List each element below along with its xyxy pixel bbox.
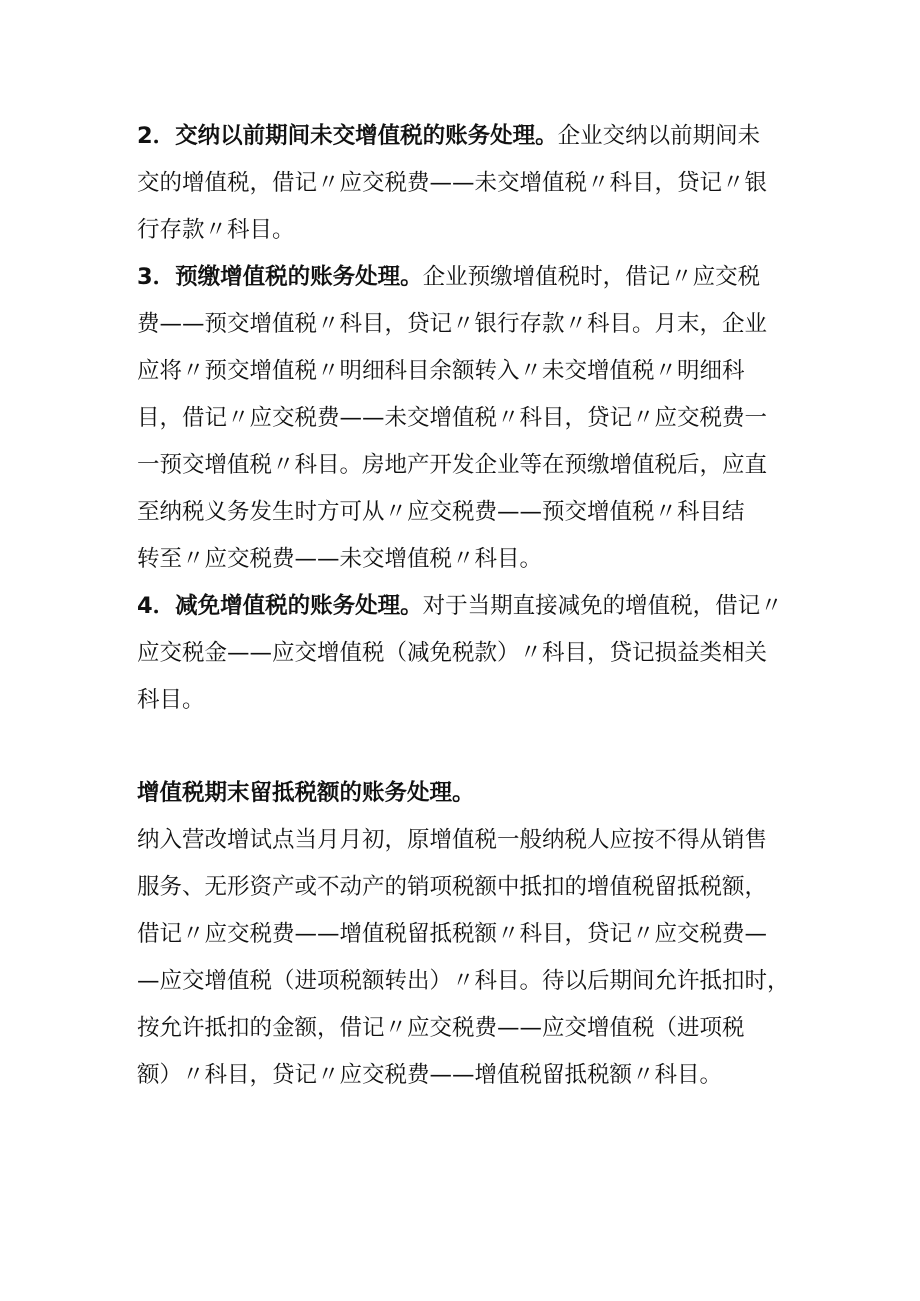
item-2-line-3: 行存款〃科目。 (137, 217, 295, 243)
item-3-line-4: 目，借记〃应交税费——未交增值税〃科目，贷记〃应交税费一 (137, 405, 768, 431)
section-line-3: 借记〃应交税费——增值税留抵税额〃科目，贷记〃应交税费— (137, 921, 768, 947)
section-line-6: 额）〃科目，贷记〃应交税费——增值税留抵税额〃科目。 (137, 1062, 723, 1088)
section-line-2: 服务、无形资产或不动产的销项税额中抵扣的增值税留抵税额， (137, 874, 768, 900)
item-2-line-1 (137, 113, 797, 160)
item-2-line-2: 交的增值税，借记〃应交税费——未交增值税〃科目，贷记〃银 (137, 170, 768, 196)
section-heading: 增值税期末留抵税额的账务处理。 (137, 780, 475, 806)
item-2-heading: 2．交纳以前期间未交增值税的账务处理。 (137, 123, 558, 149)
section-line-5: 按允许抵扣的金额，借记〃应交税费——应交增值税（进项税 (137, 1015, 745, 1041)
item-3-line-1 (137, 254, 797, 301)
item-4-line-1 (137, 583, 797, 630)
item-3-heading: 3．预缴增值税的账务处理。 (137, 264, 423, 290)
item-3-line-7: 转至〃应交税费——未交增值税〃科目。 (137, 546, 543, 572)
item-4-text: 对于当期直接减免的增值税，借记〃 (422, 593, 783, 619)
item-4-line-3: 科目。 (137, 687, 205, 713)
section-line-1: 纳入营改增试点当月月初，原增值税一般纳税人应按不得从销售 (137, 827, 768, 853)
section-line-4: —应交增值税（进项税额转出）〃科目。待以后期间允许抵扣时， (137, 968, 790, 994)
item-3-line-6: 至纳税义务发生时方可从〃应交税费——预交增值税〃科目结 (137, 499, 745, 525)
item-4-heading: 4．减免增值税的账务处理。 (137, 593, 423, 619)
item-4-line-2: 应交税金——应交增值税（减免税款）〃科目，贷记损益类相关 (137, 640, 768, 666)
item-3-line-5: 一预交增值税〃科目。房地产开发企业等在预缴增值税后，应直 (137, 452, 768, 478)
paragraph-spacer (137, 724, 797, 770)
item-3-line-2: 费——预交增值税〃科目，贷记〃银行存款〃科目。月末，企业 (137, 311, 768, 337)
item-3-line-3: 应将〃预交增值税〃明细科目余额转入〃未交增值税〃明细科 (137, 358, 745, 384)
item-2-text: 企业交纳以前期间未 (557, 123, 761, 149)
item-3-text: 企业预缴增值税时，借记〃应交税 (422, 264, 761, 290)
document-page (137, 113, 797, 1099)
